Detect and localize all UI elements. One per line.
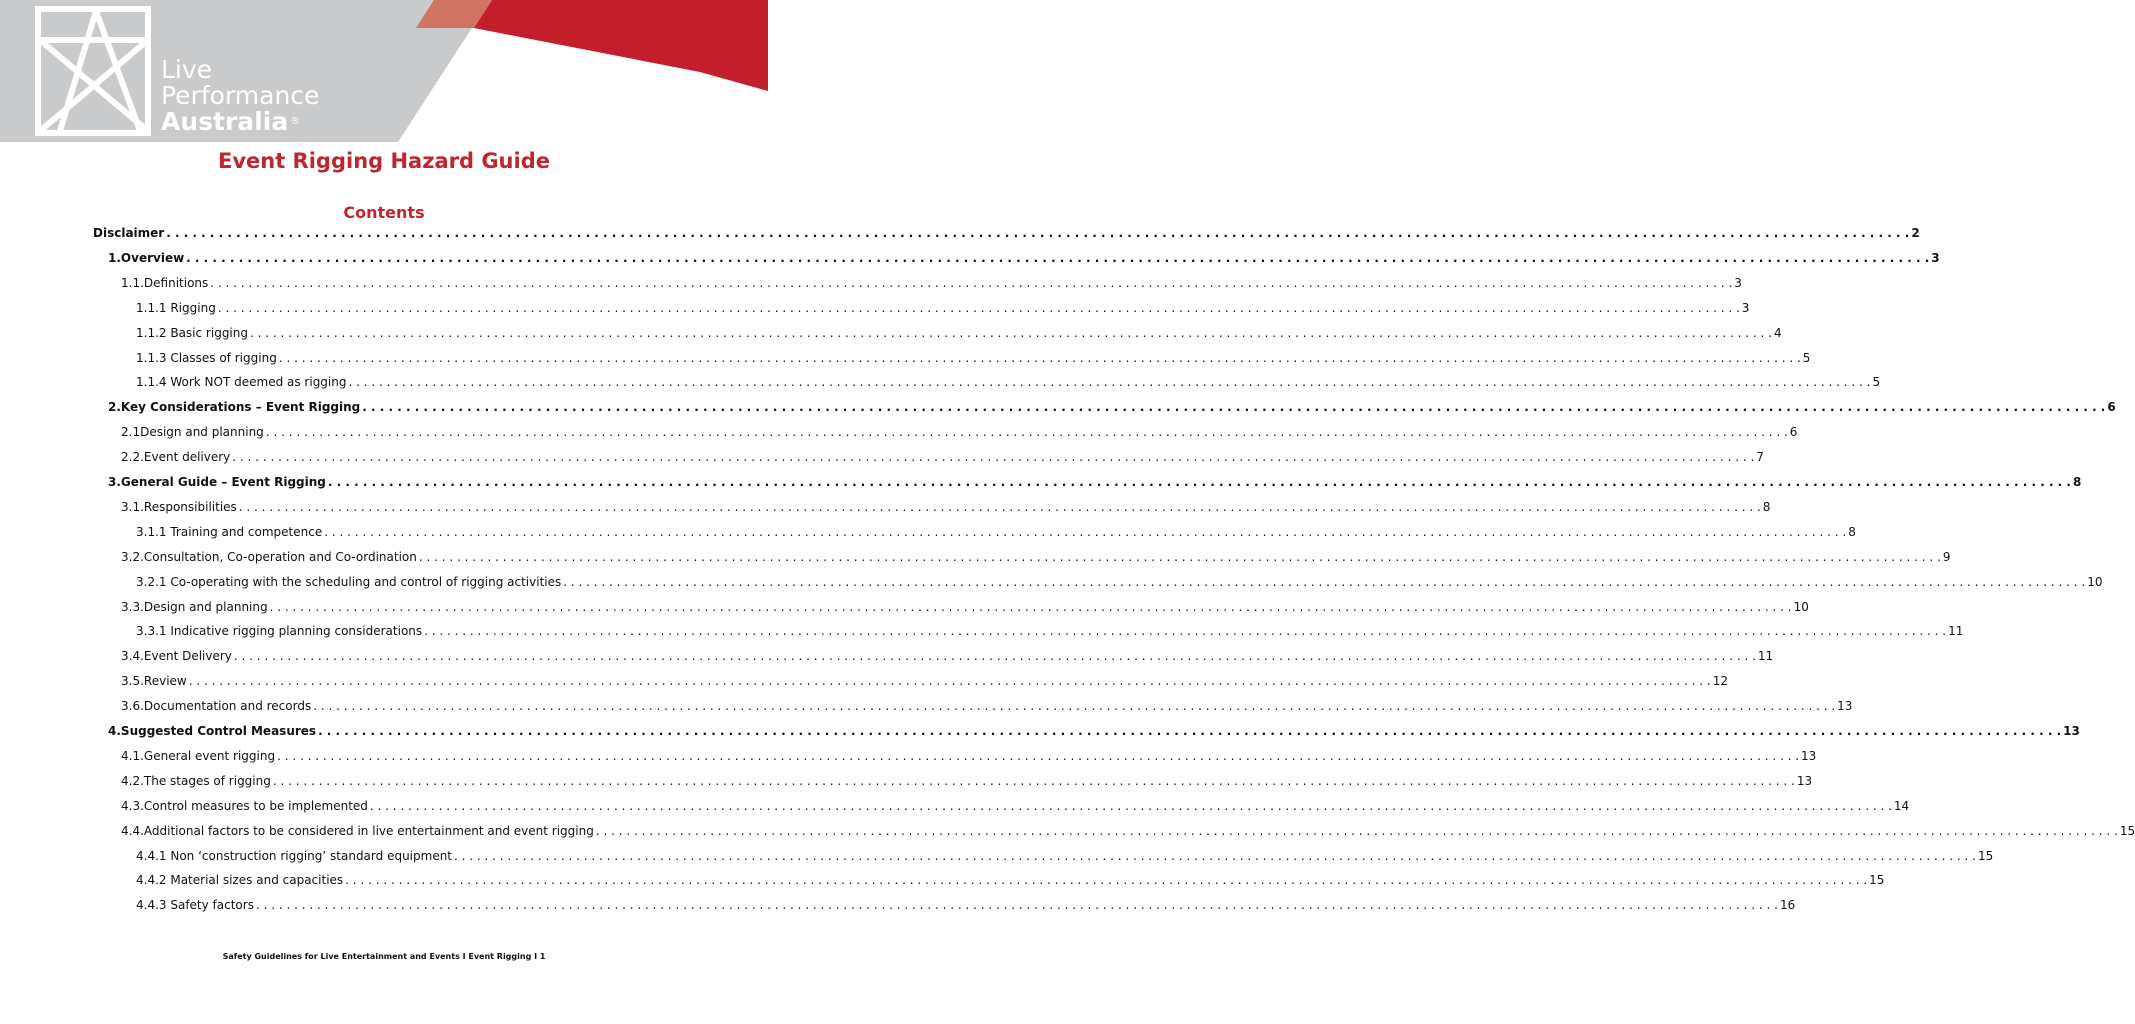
toc-entry-page: 13	[1796, 774, 1813, 788]
toc-dot-leader: . . . . . . . . . . . . . . . . . . . . . . . . . . . . . . . . . . . . . . . . . . . . . . . . . . . . . . . . . . . . . . . . . . . . . . . . . . . . . . . . . . . . . . . . . . . . . . . . . . . . . . . . . . . . . . . . . . . . . . . . . . . . . . . . . . . . . . . . . . . . . . . . . . . . . . . . . . . . . . . . . . . . . . . . . . . . . . . . . . . . . . . . . . . . . . . . . . . . . . . .	[369, 799, 1892, 813]
toc-dot-leader: . . . . . . . . . . . . . . . . . . . . . . . . . . . . . . . . . . . . . . . . . . . . . . . . . . . . . . . . . . . . . . . . . . . . . . . . . . . . . . . . . . . . . . . . . . . . . . . . . . . . . . . . . . . . . . . . . . . . . . . . . . . . . . . . . . . . . . . . . . . . . . . . . . . . . . . . . . . . . . . . . . . . . . . . . . . . . . . . . . . . . . . . . . . . . . . . . . . . . . . .	[265, 425, 1788, 439]
toc-entry-title: Additional factors to be considered in live entertainment and event rigging	[143, 824, 594, 838]
toc-entry-number: 3.5.	[121, 674, 144, 688]
toc-entry[interactable]	[136, 300, 1750, 316]
toc-entry-number: 3.3.	[121, 600, 144, 614]
toc-dot-leader: . . . . . . . . . . . . . . . . . . . . . . . . . . . . . . . . . . . . . . . . . . . . . . . . . . . . . . . . . . . . . . . . . . . . . . . . . . . . . . . . . . . . . . . . . . . . . . . . . . . . . . . . . . . . . . . . . . . . . . . . . . . . . . . . . . . . . . . . . . . . . . . . . . . . . . . . . . . . . . . . . . . . . . . . . . . . . . . . . . . . . . . . . . . . . . . . . . . . . . . .	[217, 301, 1740, 315]
toc-entry-title: 1.1.4 Work NOT deemed as rigging	[136, 375, 347, 389]
toc-entry-page: 11	[1948, 624, 1964, 638]
toc-entry[interactable]	[121, 449, 1764, 465]
toc-entry-number: 4.4.	[121, 824, 144, 838]
toc-entry-title: General Guide – Event Rigging	[120, 475, 326, 489]
toc-entry[interactable]	[121, 275, 1742, 291]
logo-line-1: Live	[161, 55, 213, 84]
toc-entry[interactable]	[121, 648, 1774, 664]
toc-entry-number: 3.6.	[121, 699, 144, 713]
toc-entry-page: 13	[2063, 724, 2080, 738]
toc-entry[interactable]	[136, 897, 1796, 913]
toc-entry-title: Suggested Control Measures	[120, 724, 317, 738]
toc-entry-page: 15	[2119, 824, 2135, 838]
logo-line-2: Performance	[161, 81, 320, 110]
toc-dot-leader: . . . . . . . . . . . . . . . . . . . . . . . . . . . . . . . . . . . . . . . . . . . . . . . . . . . . . . . . . . . . . . . . . . . . . . . . . . . . . . . . . . . . . . . . . . . . . . . . . . . . . . . . . . . . . . . . . . . . . . . . . . . . . . . . . . . . . . . . . . . . . . . . . . . . . . . . . . . . . . . . . . . . . . . . . . . . . . . . . . . . . . . . . . . . . . . . . . . . . . . .	[595, 824, 2118, 838]
registered-mark: ®	[290, 116, 301, 127]
toc-entry-page: 10	[1793, 600, 1809, 614]
toc-entry-page: 11	[1757, 649, 1774, 663]
toc-entry-page: 6	[1789, 425, 1798, 439]
toc-entry-page: 3	[1931, 251, 1940, 265]
toc-dot-leader: . . . . . . . . . . . . . . . . . . . . . . . . . . . . . . . . . . . . . . . . . . . . . . . . . . . . . . . . . . . . . . . . . . . . . . . . . . . . . . . . . . . . . . . . . . . . . . . . . . . . . . . . . . . . . . . . . . . . . . . . . . . . . . . . . . . . . . . . . . . . . . . . . . . . . . . . . . . . . . . . . . . . . . . . . . . . . . . . . . . . . . . . . . . . . . . . . . . . . . . .	[418, 550, 1941, 564]
toc-entry-page: 12	[1712, 674, 1728, 688]
toc-entry-title: Documentation and records	[143, 699, 312, 713]
toc-entry-number: 3.2.	[121, 550, 144, 564]
toc-entry-title: Disclaimer	[93, 226, 165, 240]
toc-dot-leader: . . . . . . . . . . . . . . . . . . . . . . . . . . . . . . . . . . . . . . . . . . . . . . . . . . . . . . . . . . . . . . . . . . . . . . . . . . . . . . . . . . . . . . . . . . . . . . . . . . . . . . . . . . . . . . . . . . . . . . . . . . . . . . . . . . . . . . . . . . . . . . . . . . . . . . . . . . . . . . . . . . . . . . . . . . . . . . . . . . . . . . . . . . . . . . . . . . . . . . . .	[327, 475, 2071, 489]
toc-entry[interactable]	[136, 325, 1782, 341]
toc-dot-leader: . . . . . . . . . . . . . . . . . . . . . . . . . . . . . . . . . . . . . . . . . . . . . . . . . . . . . . . . . . . . . . . . . . . . . . . . . . . . . . . . . . . . . . . . . . . . . . . . . . . . . . . . . . . . . . . . . . . . . . . . . . . . . . . . . . . . . . . . . . . . . . . . . . . . . . . . . . . . . . . . . . . . . . . . . . . . . . . . . . . . . . . . . . . . . . . . . . . . . . . .	[277, 749, 1800, 763]
toc-entry-page: 16	[1779, 898, 1796, 912]
toc-entry-title: 4.4.3 Safety factors	[136, 898, 254, 912]
toc-entry-page: 7	[1756, 450, 1764, 464]
toc-entry-page: 3	[1741, 301, 1750, 315]
toc-entry-page: 13	[1801, 749, 1817, 763]
toc-entry[interactable]	[136, 848, 1994, 864]
toc-entry[interactable]	[121, 599, 1809, 615]
toc-entry-page: 15	[1869, 873, 1885, 887]
toc-entry-title: Definitions	[143, 276, 209, 290]
toc-entry-title: 1.1.2 Basic rigging	[136, 326, 248, 340]
toc-entry-page: 2	[1911, 226, 1920, 240]
toc-entry[interactable]	[108, 250, 1940, 266]
toc-entry-page: 6	[2107, 400, 2116, 414]
toc-entry-title: 1.1.1 Rigging	[136, 301, 216, 315]
toc-entry-page: 9	[1942, 550, 1951, 564]
toc-entry-page: 4	[1773, 326, 1782, 340]
toc-dot-leader: . . . . . . . . . . . . . . . . . . . . . . . . . . . . . . . . . . . . . . . . . . . . . . . . . . . . . . . . . . . . . . . . . . . . . . . . . . . . . . . . . . . . . . . . . . . . . . . . . . . . . . . . . . . . . . . . . . . . . . . . . . . . . . . . . . . . . . . . . . . . . . . . . . . . . . . . . . . . . . . . . . . . . . . . . . . . . . . . . . . . . . . . . . . . . . . . . . . . . . . .	[348, 375, 1871, 389]
toc-dot-leader: . . . . . . . . . . . . . . . . . . . . . . . . . . . . . . . . . . . . . . . . . . . . . . . . . . . . . . . . . . . . . . . . . . . . . . . . . . . . . . . . . . . . . . . . . . . . . . . . . . . . . . . . . . . . . . . . . . . . . . . . . . . . . . . . . . . . . . . . . . . . . . . . . . . . . . . . . . . . . . . . . . . . . . . . . . . . . . . . . . . . . . . . . . . . . . . . . . . . . . . .	[166, 226, 1910, 240]
toc-entry-number: 4.1.	[121, 749, 144, 763]
toc-entry-title: Responsibilities	[143, 500, 237, 514]
toc-entry-number: 4.2.	[121, 774, 144, 788]
toc-entry[interactable]	[108, 474, 2082, 490]
toc-entry[interactable]	[136, 872, 1885, 888]
toc-dot-leader: . . . . . . . . . . . . . . . . . . . . . . . . . . . . . . . . . . . . . . . . . . . . . . . . . . . . . . . . . . . . . . . . . . . . . . . . . . . . . . . . . . . . . . . . . . . . . . . . . . . . . . . . . . . . . . . . . . . . . . . . . . . . . . . . . . . . . . . . . . . . . . . . . . . . . . . . . . . . . . . . . . . . . . . . . . . . . . . . . . . . . . . . . . . . . . . . . . . . . . . .	[232, 450, 1755, 464]
toc-entry-title: Event Delivery	[143, 649, 232, 663]
toc-dot-leader: . . . . . . . . . . . . . . . . . . . . . . . . . . . . . . . . . . . . . . . . . . . . . . . . . . . . . . . . . . . . . . . . . . . . . . . . . . . . . . . . . . . . . . . . . . . . . . . . . . . . . . . . . . . . . . . . . . . . . . . . . . . . . . . . . . . . . . . . . . . . . . . . . . . . . . . . . . . . . . . . . . . . . . . . . . . . . . . . . . . . . . . . . . . . . . . . . . . . . . . .	[210, 276, 1733, 290]
logo-line-3: Australia	[161, 107, 289, 136]
toc-entry[interactable]	[121, 798, 1910, 814]
toc-entry-page: 10	[2087, 575, 2103, 589]
toc-dot-leader: . . . . . . . . . . . . . . . . . . . . . . . . . . . . . . . . . . . . . . . . . . . . . . . . . . . . . . . . . . . . . . . . . . . . . . . . . . . . . . . . . . . . . . . . . . . . . . . . . . . . . . . . . . . . . . . . . . . . . . . . . . . . . . . . . . . . . . . . . . . . . . . . . . . . . . . . . . . . . . . . . . . . . . . . . . . . . . . . . . . . . . . . . . . . . . . . . . . . . . . .	[454, 849, 1976, 863]
toc-dot-leader: . . . . . . . . . . . . . . . . . . . . . . . . . . . . . . . . . . . . . . . . . . . . . . . . . . . . . . . . . . . . . . . . . . . . . . . . . . . . . . . . . . . . . . . . . . . . . . . . . . . . . . . . . . . . . . . . . . . . . . . . . . . . . . . . . . . . . . . . . . . . . . . . . . . . . . . . . . . . . . . . . . . . . . . . . . . . . . . . . . . . . . . . . . . . . . . . . . . . . . . .	[188, 674, 1711, 688]
toc-entry[interactable]	[121, 698, 1853, 714]
toc-entry-title: Event delivery	[143, 450, 231, 464]
toc-dot-leader: . . . . . . . . . . . . . . . . . . . . . . . . . . . . . . . . . . . . . . . . . . . . . . . . . . . . . . . . . . . . . . . . . . . . . . . . . . . . . . . . . . . . . . . . . . . . . . . . . . . . . . . . . . . . . . . . . . . . . . . . . . . . . . . . . . . . . . . . . . . . . . . . . . . . . . . . . . . . . . . . . . . . . . . . . . . . . . . . . . . . . . . . . . . . . . . . . . . . . . . .	[318, 724, 2062, 738]
toc-entry-number: 1.1.	[121, 276, 144, 290]
toc-dot-leader: . . . . . . . . . . . . . . . . . . . . . . . . . . . . . . . . . . . . . . . . . . . . . . . . . . . . . . . . . . . . . . . . . . . . . . . . . . . . . . . . . . . . . . . . . . . . . . . . . . . . . . . . . . . . . . . . . . . . . . . . . . . . . . . . . . . . . . . . . . . . . . . . . . . . . . . . . . . . . . . . . . . . . . . . . . . . . . . . . . . . . . . . . . . . . . . . . . . . . . . .	[272, 774, 1795, 788]
toc-entry[interactable]	[136, 524, 1856, 540]
toc-entry-title: 4.4.1 Non ‘construction rigging’ standard equipment	[136, 849, 453, 863]
toc-dot-leader: . . . . . . . . . . . . . . . . . . . . . . . . . . . . . . . . . . . . . . . . . . . . . . . . . . . . . . . . . . . . . . . . . . . . . . . . . . . . . . . . . . . . . . . . . . . . . . . . . . . . . . . . . . . . . . . . . . . . . . . . . . . . . . . . . . . . . . . . . . . . . . . . . . . . . . . . . . . . . . . . . . . . . . . . . . . . . . . . . . . . . . . . . . . . . . . . . . . . . . . .	[345, 873, 1868, 887]
toc-entry-title: Key Considerations – Event Rigging	[120, 400, 361, 414]
toc-dot-leader: . . . . . . . . . . . . . . . . . . . . . . . . . . . . . . . . . . . . . . . . . . . . . . . . . . . . . . . . . . . . . . . . . . . . . . . . . . . . . . . . . . . . . . . . . . . . . . . . . . . . . . . . . . . . . . . . . . . . . . . . . . . . . . . . . . . . . . . . . . . . . . . . . . . . . . . . . . . . . . . . . . . . . . . . . . . . . . . . . . . . . . . . . . . . . . . . . . . . . . . .	[238, 500, 1761, 514]
document-title: Event Rigging Hazard Guide	[217, 149, 550, 173]
toc-entry-title: Consultation, Co-operation and Co-ordination	[143, 550, 417, 564]
toc-dot-leader: . . . . . . . . . . . . . . . . . . . . . . . . . . . . . . . . . . . . . . . . . . . . . . . . . . . . . . . . . . . . . . . . . . . . . . . . . . . . . . . . . . . . . . . . . . . . . . . . . . . . . . . . . . . . . . . . . . . . . . . . . . . . . . . . . . . . . . . . . . . . . . . . . . . . . . . . . . . . . . . . . . . . . . . . . . . . . . . . . . . . . . . . . . . . . . . . . . . . . . . .	[255, 898, 1778, 912]
toc-dot-leader: . . . . . . . . . . . . . . . . . . . . . . . . . . . . . . . . . . . . . . . . . . . . . . . . . . . . . . . . . . . . . . . . . . . . . . . . . . . . . . . . . . . . . . . . . . . . . . . . . . . . . . . . . . . . . . . . . . . . . . . . . . . . . . . . . . . . . . . . . . . . . . . . . . . . . . . . . . . . . . . . . . . . . . . . . . . . . . . . . . . . . . . . . . . . . . . . . . . . . . . .	[324, 525, 1847, 539]
toc-entry-number: 2.2.	[121, 450, 144, 464]
toc-dot-leader: . . . . . . . . . . . . . . . . . . . . . . . . . . . . . . . . . . . . . . . . . . . . . . . . . . . . . . . . . . . . . . . . . . . . . . . . . . . . . . . . . . . . . . . . . . . . . . . . . . . . . . . . . . . . . . . . . . . . . . . . . . . . . . . . . . . . . . . . . . . . . . . . . . . . . . . . . . . . . . . . . . . . . . . . . . . . . . . . . . . . . . . . . . . . . . . . . . . . . . . .	[362, 400, 2106, 414]
toc-entry-title: Design and planning	[143, 600, 268, 614]
toc-entry-page: 3	[1734, 276, 1742, 290]
page-footer: Safety Guidelines for Live Entertainment and Events I Event Rigging I 1	[222, 952, 546, 961]
toc-dot-leader: . . . . . . . . . . . . . . . . . . . . . . . . . . . . . . . . . . . . . . . . . . . . . . . . . . . . . . . . . . . . . . . . . . . . . . . . . . . . . . . . . . . . . . . . . . . . . . . . . . . . . . . . . . . . . . . . . . . . . . . . . . . . . . . . . . . . . . . . . . . . . . . . . . . . . . . . . . . . . . . . . . . . . . . . . . . . . . . . . . . . . . . . . . . . . . . . . . . . . . . .	[233, 649, 1756, 663]
contents-heading: Contents	[343, 203, 425, 222]
toc-entry-number: 2.	[108, 400, 121, 414]
toc-entry-title: 3.1.1 Training and competence	[136, 525, 323, 539]
toc-entry-title: 3.2.1 Co-operating with the scheduling and control of rigging activities	[136, 575, 562, 589]
toc-dot-leader: . . . . . . . . . . . . . . . . . . . . . . . . . . . . . . . . . . . . . . . . . . . . . . . . . . . . . . . . . . . . . . . . . . . . . . . . . . . . . . . . . . . . . . . . . . . . . . . . . . . . . . . . . . . . . . . . . . . . . . . . . . . . . . . . . . . . . . . . . . . . . . . . . . . . . . . . . . . . . . . . . . . . . . . . . . . . . . . . . . . . . . . . . . . . . . . . . . . . . . . .	[313, 699, 1836, 713]
toc-dot-leader: . . . . . . . . . . . . . . . . . . . . . . . . . . . . . . . . . . . . . . . . . . . . . . . . . . . . . . . . . . . . . . . . . . . . . . . . . . . . . . . . . . . . . . . . . . . . . . . . . . . . . . . . . . . . . . . . . . . . . . . . . . . . . . . . . . . . . . . . . . . . . . . . . . . . . . . . . . . . . . . . . . . . . . . . . . . . . . . . . . . . . . . . . . . . . . . . . . . . . . . .	[186, 251, 1930, 265]
toc-dot-leader: . . . . . . . . . . . . . . . . . . . . . . . . . . . . . . . . . . . . . . . . . . . . . . . . . . . . . . . . . . . . . . . . . . . . . . . . . . . . . . . . . . . . . . . . . . . . . . . . . . . . . . . . . . . . . . . . . . . . . . . . . . . . . . . . . . . . . . . . . . . . . . . . . . . . . . . . . . . . . . . . . . . . . . . . . . . . . . . . . . . . . . . . . . . . . . . . . . . . . . . .	[278, 351, 1801, 365]
toc-entry[interactable]	[136, 374, 1881, 390]
toc-entry[interactable]	[121, 424, 1798, 440]
toc-entry-number: 4.3.	[121, 799, 144, 813]
toc-entry-number: 1.	[108, 251, 121, 265]
toc-entry[interactable]	[108, 399, 2116, 415]
toc-dot-leader: . . . . . . . . . . . . . . . . . . . . . . . . . . . . . . . . . . . . . . . . . . . . . . . . . . . . . . . . . . . . . . . . . . . . . . . . . . . . . . . . . . . . . . . . . . . . . . . . . . . . . . . . . . . . . . . . . . . . . . . . . . . . . . . . . . . . . . . . . . . . . . . . . . . . . . . . . . . . . . . . . . . . . . . . . . . . . . . . . . . . . . . . . . . . . . . . . . . . . . . .	[563, 575, 2086, 589]
toc-entry-title: Design and planning	[140, 425, 264, 439]
toc-entry-page: 8	[2072, 475, 2082, 489]
toc-entry-page: 15	[1977, 849, 1994, 863]
toc-entry-title: 1.1.3 Classes of rigging	[136, 351, 277, 365]
toc-entry-number: 3.	[108, 475, 121, 489]
toc-entry-page: 14	[1893, 799, 1910, 813]
toc-entry-page: 5	[1872, 375, 1881, 389]
toc-entry[interactable]	[108, 723, 2080, 739]
toc-entry-number: 4.	[108, 724, 121, 738]
toc-entry-number: 3.4.	[121, 649, 144, 663]
toc-entry[interactable]	[121, 549, 1951, 565]
toc-entry-title: General event rigging	[143, 749, 276, 763]
toc-entry[interactable]	[121, 499, 1771, 515]
toc-entry-title: Control measures to be implemented	[143, 799, 368, 813]
toc-entry-title: Review	[143, 674, 187, 688]
toc-entry[interactable]	[121, 773, 1813, 789]
toc-entry-title: Overview	[120, 251, 185, 265]
toc-entry-page: 5	[1802, 351, 1811, 365]
toc-entry[interactable]	[121, 673, 1728, 689]
toc-entry-title: The stages of rigging	[143, 774, 271, 788]
toc-entry[interactable]	[136, 350, 1811, 366]
toc-entry-title: 3.3.1 Indicative rigging planning considerations	[136, 624, 423, 638]
toc-entry-number: 3.1.	[121, 500, 144, 514]
toc-dot-leader: . . . . . . . . . . . . . . . . . . . . . . . . . . . . . . . . . . . . . . . . . . . . . . . . . . . . . . . . . . . . . . . . . . . . . . . . . . . . . . . . . . . . . . . . . . . . . . . . . . . . . . . . . . . . . . . . . . . . . . . . . . . . . . . . . . . . . . . . . . . . . . . . . . . . . . . . . . . . . . . . . . . . . . . . . . . . . . . . . . . . . . . . . . . . . . . . . . . . . . . .	[424, 624, 1947, 638]
toc-entry[interactable]	[136, 574, 2103, 590]
toc-entry-number: 2.1	[121, 425, 141, 439]
toc-entry-page: 13	[1837, 699, 1853, 713]
toc-entry-page: 8	[1762, 500, 1771, 514]
toc-entry[interactable]	[93, 225, 1920, 241]
toc-entry[interactable]	[121, 823, 2135, 839]
toc-entry-page: 8	[1848, 525, 1856, 539]
toc-entry[interactable]	[121, 748, 1817, 764]
toc-entry-title: 4.4.2 Material sizes and capacities	[136, 873, 344, 887]
toc-dot-leader: . . . . . . . . . . . . . . . . . . . . . . . . . . . . . . . . . . . . . . . . . . . . . . . . . . . . . . . . . . . . . . . . . . . . . . . . . . . . . . . . . . . . . . . . . . . . . . . . . . . . . . . . . . . . . . . . . . . . . . . . . . . . . . . . . . . . . . . . . . . . . . . . . . . . . . . . . . . . . . . . . . . . . . . . . . . . . . . . . . . . . . . . . . . . . . . . . . . . . . . .	[250, 326, 1772, 340]
toc-dot-leader: . . . . . . . . . . . . . . . . . . . . . . . . . . . . . . . . . . . . . . . . . . . . . . . . . . . . . . . . . . . . . . . . . . . . . . . . . . . . . . . . . . . . . . . . . . . . . . . . . . . . . . . . . . . . . . . . . . . . . . . . . . . . . . . . . . . . . . . . . . . . . . . . . . . . . . . . . . . . . . . . . . . . . . . . . . . . . . . . . . . . . . . . . . . . . . . . . . . . . . . .	[269, 600, 1792, 614]
toc-entry[interactable]	[136, 623, 1964, 639]
